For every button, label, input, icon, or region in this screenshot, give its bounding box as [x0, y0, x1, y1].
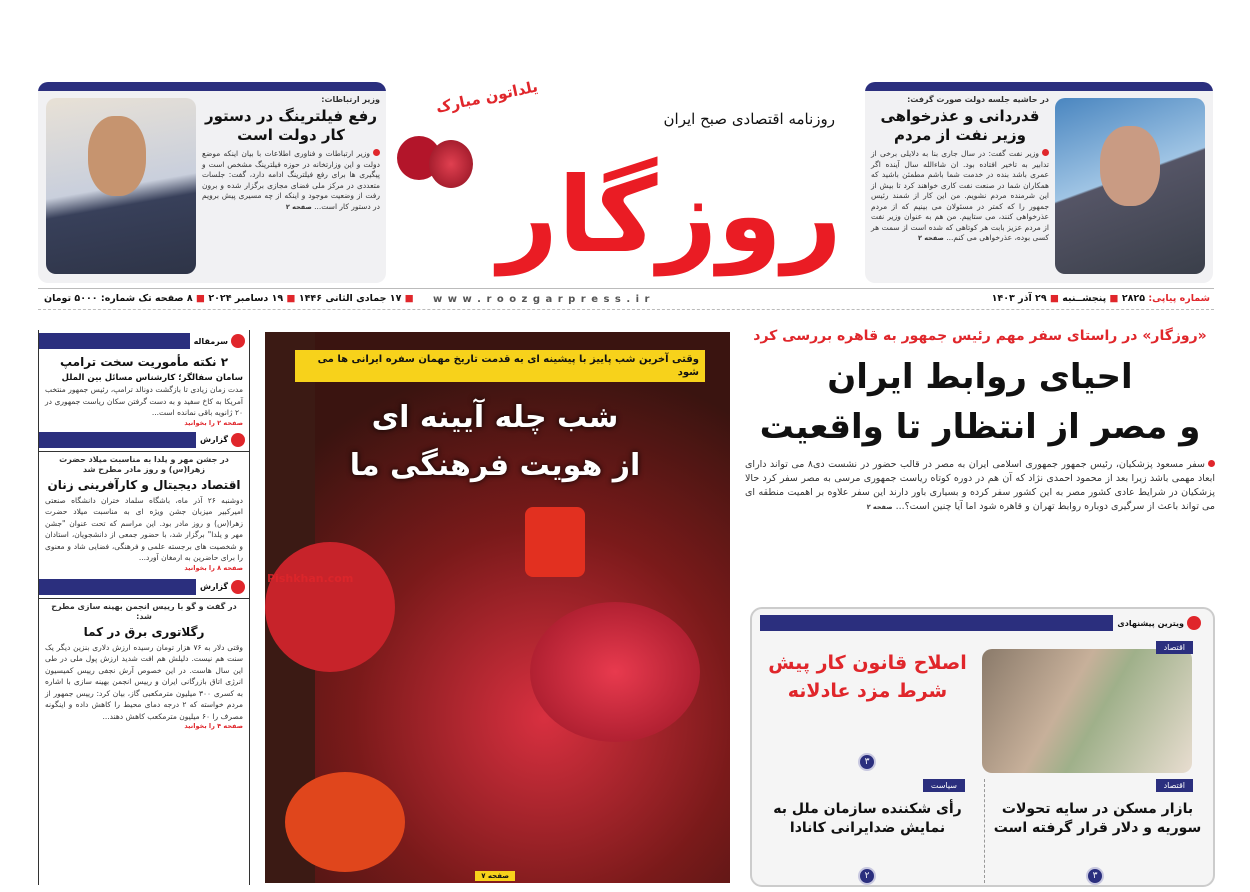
- pomegranate-image: [265, 542, 395, 672]
- section-icon: [1187, 616, 1201, 630]
- editorial-story[interactable]: [39, 349, 249, 430]
- story-kicker: در گفت و گو با رییس انجمن بهینه سازی مطرح شد:: [51, 601, 237, 621]
- category-tag: اقتصاد: [1156, 779, 1193, 792]
- section-bar: [39, 579, 196, 595]
- story-title: رفع فیلترینگ در دستور کار دولت است: [205, 107, 377, 144]
- lead-kicker: «روزگار» در راستای سفر مهم رئیس جمهور به قاهره بررسی کرد: [753, 328, 1207, 344]
- persimmon-image: [285, 772, 405, 872]
- story-title: قدردانی و عذرخواهی وزیر نفت از مردم: [880, 107, 1040, 144]
- yalda-greeting: یلداتون مبارک: [434, 77, 540, 117]
- story-body: مدت زمان زیادی تا بازگشت دونالد ترامپ، رئیس جمهور منتخب آمریکا به کاخ سفید و به دست گرفتن سکان ریاست جمهوری در ۲۰ ژانویه باقی نمانده است...: [45, 385, 243, 417]
- section-label: گزارش: [199, 582, 228, 591]
- feature-kicker: وقتی آخرین شب پاییز با پیشینه ای به قدمت تاریخ مهمان سفره ایرانی ها می شود: [295, 350, 705, 382]
- story-title: اقتصاد دیجیتال و کارآفرینی زنان: [47, 477, 241, 492]
- rec-title[interactable]: رأی شکننده سازمان ملل به نمایش ضدایرانی کانادا: [773, 801, 962, 836]
- section-icon: [231, 334, 245, 348]
- story-body: دوشنبه ۲۶ آذر ماه، باشگاه سلماد ختران دانشگاه صنعتی امیرکبیر میزبان جشن ویژه ای به مناسبت میلاد حضرت زهرا(س) و روز مادر بود. این مراسم که تحت عنوان "جشن مهر و یلدا" برگزار شد، با حضور جمعی از دانشجویان، استادان و شخصیت های برجسته علمی و فرهنگی، فضایی شاد و معنوی را برای حاضرین به ارمغان آورد...: [45, 495, 243, 562]
- pomegranate-image: [530, 602, 700, 742]
- page-ref[interactable]: صفحه ۲: [285, 202, 312, 211]
- weekday: پنجشــنبه: [1062, 293, 1107, 304]
- watermark: Pishkhan.com: [267, 572, 354, 585]
- report-story[interactable]: [39, 598, 249, 734]
- story-top-bar: [38, 82, 386, 91]
- divider: [984, 779, 985, 883]
- page-number-badge[interactable]: ۳: [858, 753, 876, 771]
- section-icon: [231, 580, 245, 594]
- recommended-box: [750, 607, 1215, 887]
- lead-title-2: و مصر از انتظار تا واقعیت: [759, 407, 1201, 447]
- section-label: ویترین پیشنهادی: [1117, 618, 1184, 628]
- section-bar: [39, 432, 196, 448]
- page-ref[interactable]: صفحه ۲: [866, 503, 893, 511]
- rec-title[interactable]: بازار مسکن در سایه تحولات سوریه و دلار قرار گرفته است: [993, 801, 1202, 836]
- story-kicker: در حاشیه جلسه دولت صورت گرفت:: [907, 95, 1049, 104]
- page-ref[interactable]: صفحه ۲: [918, 234, 944, 242]
- tagline: روزنامه اقتصادی صبح ایران: [663, 110, 835, 128]
- story-kicker: وزیر ارتباطات:: [321, 95, 380, 104]
- face-shape: [88, 116, 146, 196]
- ict-minister-photo: [46, 98, 196, 274]
- page-ref[interactable]: صفحه ۷: [475, 871, 515, 881]
- story-body: وزیر ارتباطات و فناوری اطلاعات با بیان اینکه موضع دولت و این وزارتخانه در حوزه فیلترینگ مشخص است و پیگیری ها برای رفع فیلترینگ ادامه دارد، گفت: جلسات متعددی در مرکز ملی فضای مجازی برگزار شده و برون رفت از وضعیت موجود و اینکه از چه مسیری پیش برویم در دستور کار است...: [202, 149, 380, 211]
- page-ref[interactable]: صفحه ۸ را بخوانید: [184, 563, 243, 572]
- pomegranate-image: [429, 140, 473, 188]
- section-label: سرمقاله: [193, 336, 228, 346]
- date-shamsi: ۲۹ آذر ۱۴۰۳: [991, 293, 1047, 304]
- date-gregorian: ۱۹ دسامبر ۲۰۲۴: [208, 293, 284, 304]
- story-title: ۲ نکته مأموریت سخت ترامپ: [59, 355, 229, 369]
- page-ref[interactable]: صفحه ۲ را بخوانید: [184, 418, 243, 427]
- bullet-icon: [1208, 460, 1215, 467]
- lead-title-1: احیای روابط ایران: [827, 357, 1133, 397]
- feature-title-2: از هویت فرهنگی ما: [349, 448, 641, 483]
- left-column: [38, 330, 250, 885]
- page-number-badge[interactable]: ۳: [1086, 867, 1104, 885]
- story-body: وزیر نفت گفت: در سال جاری بنا به دلایلی برخی از تدابیر به تاخیر افتاده بود. ان شاءالله سال آینده اگر عمری باشد بنده در خدمت شما باشم مطمئن باشید که همکاران شما در صنعت نفت کاری خواهند کرد تا بیش از این شرمنده مردم نشویم. من این کار از شمند رئیس جمهور را که کمتر در مسئولان می بینیم که از مردم عذرخواهی کنند، می ستاییم. من هم به عنوان وزیر نفت از مردم عزیز بابت هر کوتاهی که شده است از سمت هر کسی بوده، عذرخواهی می کنم...: [871, 149, 1049, 242]
- page-ref[interactable]: صفحه ۴ را بخوانید: [184, 722, 243, 730]
- yalda-feature[interactable]: [265, 332, 730, 883]
- top-right-story[interactable]: [865, 82, 1213, 283]
- lead-story[interactable]: [745, 326, 1215, 514]
- top-left-story[interactable]: [38, 82, 386, 283]
- section-bar: [39, 333, 190, 349]
- issue-label: شماره پیاپی:: [1148, 293, 1210, 304]
- bullet-icon: [373, 149, 380, 156]
- lead-body: سفر مسعود پزشکیان، رئیس جمهور جمهوری اسلامی ایران به مصر در قالب حضور در نشست دی۸ می تواند دارای ابعاد مهمی باشد زیرا بعد از محمود احمدی نژاد که آن هم در دوره کوتاه ریاست جمهوری مرسی به مصر سفر کرد حالا پزشکیان در شرایط عادی کشور مصر به این کشور سفر کرده و بسیاری باور دارند این سفر علاوه بر اهمیت منطقه ای می تواند باعث از سرگیری دوباره روابط تهران و قاهره شود اما آیا چنین است؟...: [745, 459, 1215, 512]
- face-shape: [1100, 126, 1160, 206]
- money-photo: [982, 649, 1192, 773]
- category-tag: سیاست: [923, 779, 965, 792]
- candle-image: [525, 507, 585, 577]
- section-bar: [760, 615, 1113, 631]
- category-tag: اقتصاد: [1156, 641, 1193, 654]
- section-icon: [231, 433, 245, 447]
- dateline: شماره پیاپی: ۲۸۲۵ ■ پنجشــنبه ■ ۲۹ آذر ۱۴۰۳ w w w . r o o z g a r p r e s s . i r ■ ۱۷ جمادی الثانی ۱۴۴۶ ■ ۱۹ دسامبر ۲۰۲۴ ■ ۸ صفحه تک شماره: ۵۰۰۰ تومان: [38, 288, 1214, 310]
- masthead: [395, 78, 855, 286]
- story-title: رگلاتوری برق در کما: [83, 624, 205, 639]
- bullet-icon: [1042, 149, 1049, 156]
- author: سامان سفالگر؛ کارشناس مسائل بین الملل: [61, 373, 243, 383]
- oil-minister-photo: [1055, 98, 1205, 274]
- pages-price: ۸ صفحه تک شماره: ۵۰۰۰ تومان: [44, 293, 193, 304]
- rec-title[interactable]: اصلاح قانون کار پیش شرط مزد عادلانه: [768, 652, 967, 702]
- feature-title-1: شب چله آیینه ای: [371, 400, 619, 435]
- website[interactable]: w w w . r o o z g a r p r e s s . i r: [433, 294, 651, 305]
- section-label: گزارش: [199, 435, 228, 444]
- story-top-bar: [865, 82, 1213, 91]
- report-story[interactable]: [39, 451, 249, 575]
- story-body: وقتی دلار به ۷۶ هزار تومان رسیده ارزش دلاری بنزین دیگر یک سنت هم نیست. دلیلش هم افت شدید ارزش پول ملی در طی این سال هاست. در این خصوص آرش نجفی رییس کمیسیون انرژی اتاق بازرگانی ایران و رییس انجمن بهینه سازی با اشاره به کسری ۳۰۰ میلیون مترمکعبی گاز، بیان کرد: رییس جمهور از مردم خواسته که ۲ درجه دمای محیط را کاهش داده و اینگونه مصرف را ۶۰ میلیون مترمکعب کاهش دهند...: [45, 642, 243, 721]
- story-kicker: در جشن مهر و یلدا به مناسبت میلاد حضرت زهرا(س) و روز مادر مطرح شد: [59, 454, 229, 474]
- page-number-badge[interactable]: ۲: [858, 867, 876, 885]
- date-hijri: ۱۷ جمادی الثانی ۱۴۴۶: [298, 293, 402, 304]
- logo: روزگار: [498, 154, 842, 276]
- issue-number: ۲۸۲۵: [1121, 293, 1146, 304]
